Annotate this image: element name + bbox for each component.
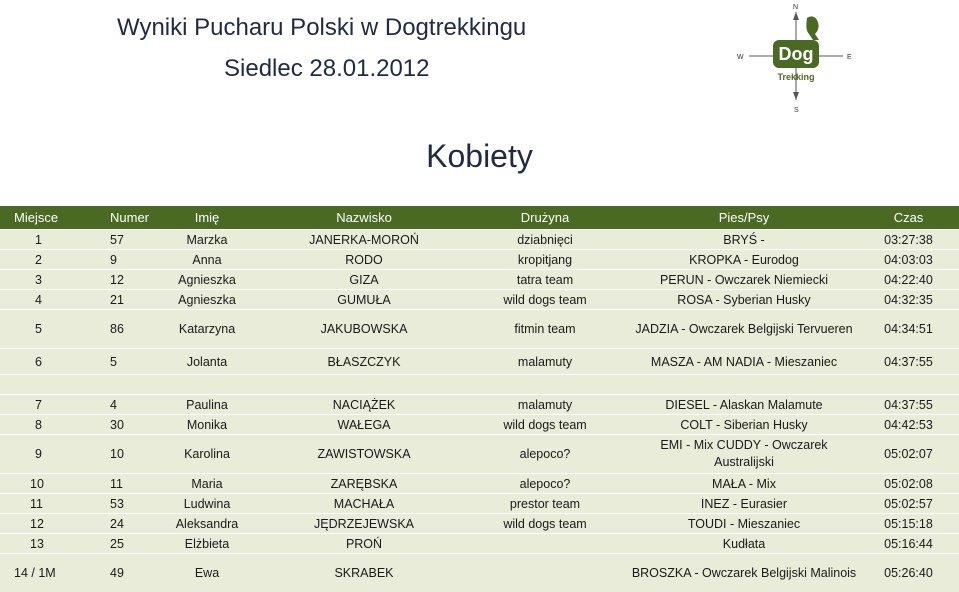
cell-number: 57	[80, 230, 146, 250]
cell-dogs: ROSA - Syberian Husky	[630, 290, 858, 310]
table-row	[0, 474, 959, 494]
cell-place: 13	[0, 534, 80, 554]
cell-last-name: BŁASZCZYK	[268, 349, 460, 375]
svg-text:Dog: Dog	[779, 44, 814, 64]
cell-team: prestor team	[460, 494, 630, 514]
cell-number: 9	[80, 250, 146, 270]
cell-last-name: SKRABEK	[268, 554, 460, 592]
cell-last-name: WAŁEGA	[268, 415, 460, 435]
cell-last-name: NACIĄŻEK	[268, 395, 460, 415]
cell-first-name: Monika	[146, 415, 268, 435]
table-row	[0, 554, 959, 592]
cell-dogs: DIESEL - Alaskan Malamute	[630, 395, 858, 415]
cell-team: malamuty	[460, 395, 630, 415]
col-header-first-name: Imię	[146, 206, 268, 230]
col-header-time: Czas	[858, 206, 959, 230]
cell-first-name: Katarzyna	[146, 310, 268, 349]
cell-time: 04:22:40	[858, 270, 959, 290]
cell-last-name: RODO	[268, 250, 460, 270]
cell-team: wild dogs team	[460, 415, 630, 435]
svg-text:S: S	[794, 107, 799, 114]
cell-first-name: Ewa	[146, 554, 268, 592]
cell-time: 05:26:40	[858, 554, 959, 592]
cell-team: tatra team	[460, 270, 630, 290]
cell-place: 2	[0, 250, 80, 270]
cell-time: 05:02:07	[858, 435, 959, 474]
cell-place: 12	[0, 514, 80, 534]
table-row	[0, 395, 959, 415]
col-header-team: Drużyna	[460, 206, 630, 230]
cell-last-name: ZARĘBSKA	[268, 474, 460, 494]
cell-number: 5	[80, 349, 146, 375]
cell-first-name: Jolanta	[146, 349, 268, 375]
cell-dogs: COLT - Siberian Husky	[630, 415, 858, 435]
cell-place: 3	[0, 270, 80, 290]
table-row	[0, 415, 959, 435]
cell-last-name: ZAWISTOWSKA	[268, 435, 460, 474]
table-row	[0, 514, 959, 534]
table-row	[0, 494, 959, 514]
cell-place: 10	[0, 474, 80, 494]
cell-team	[460, 554, 630, 592]
cell-first-name: Maria	[146, 474, 268, 494]
cell-team: dziabnięci	[460, 230, 630, 250]
cell-place: 9	[0, 435, 80, 474]
cell-time: 04:34:51	[858, 310, 959, 349]
cell-last-name: GUMUŁA	[268, 290, 460, 310]
col-header-last-name: Nazwisko	[268, 206, 460, 230]
cell-first-name: Agnieszka	[146, 270, 268, 290]
spacer-row	[0, 375, 959, 395]
cell-time: 05:16:44	[858, 534, 959, 554]
cell-team	[460, 534, 630, 554]
table-row	[0, 534, 959, 554]
table-row	[0, 310, 959, 349]
cell-first-name: Anna	[146, 250, 268, 270]
cell-dogs: Kudłata	[630, 534, 858, 554]
cell-last-name: JANERKA-MOROŃ	[268, 230, 460, 250]
cell-first-name: Karolina	[146, 435, 268, 474]
cell-number: 30	[80, 415, 146, 435]
cell-time: 04:37:55	[858, 349, 959, 375]
cell-first-name: Aleksandra	[146, 514, 268, 534]
svg-text:W: W	[737, 54, 744, 61]
cell-number: 86	[80, 310, 146, 349]
cell-number: 53	[80, 494, 146, 514]
dog-trekking-logo	[735, 0, 857, 118]
cell-first-name: Marzka	[146, 230, 268, 250]
cell-last-name: JĘDRZEJEWSKA	[268, 514, 460, 534]
cell-first-name: Agnieszka	[146, 290, 268, 310]
cell-dogs: JADZIA - Owczarek Belgijski Tervueren	[630, 310, 858, 349]
cell-time: 04:32:35	[858, 290, 959, 310]
svg-text:N: N	[793, 4, 798, 11]
cell-number: 25	[80, 534, 146, 554]
cell-dogs: MAŁA - Mix	[630, 474, 858, 494]
cell-place: 1	[0, 230, 80, 250]
table-header-row	[0, 206, 959, 230]
cell-place: 8	[0, 415, 80, 435]
page-title: Wyniki Pucharu Polski w Dogtrekkingu	[117, 14, 526, 42]
cell-number: 49	[80, 554, 146, 592]
cell-dogs: BROSZKA - Owczarek Belgijski Malinois	[630, 554, 858, 592]
cell-time: 05:02:57	[858, 494, 959, 514]
cell-place: 5	[0, 310, 80, 349]
cell-place: 6	[0, 349, 80, 375]
cell-number: 21	[80, 290, 146, 310]
cell-number: 4	[80, 395, 146, 415]
cell-team: kropitjang	[460, 250, 630, 270]
results-table	[0, 206, 959, 592]
cell-last-name: JAKUBOWSKA	[268, 310, 460, 349]
cell-place: 4	[0, 290, 80, 310]
category-heading: Kobiety	[0, 138, 959, 175]
cell-number: 10	[80, 435, 146, 474]
table-row	[0, 250, 959, 270]
event-date: Siedlec 28.01.2012	[224, 55, 430, 83]
cell-dogs: KROPKA - Eurodog	[630, 250, 858, 270]
cell-dogs: MASZA - AM NADIA - Mieszaniec	[630, 349, 858, 375]
col-header-number: Numer	[80, 206, 146, 230]
cell-team: fitmin team	[460, 310, 630, 349]
cell-place: 14 / 1M	[0, 554, 80, 592]
cell-time: 04:37:55	[858, 395, 959, 415]
table-row	[0, 270, 959, 290]
cell-dogs: EMI - Mix CUDDY - Owczarek Australijski	[630, 435, 858, 474]
cell-dogs: PERUN - Owczarek Niemiecki	[630, 270, 858, 290]
cell-last-name: PROŃ	[268, 534, 460, 554]
cell-number: 11	[80, 474, 146, 494]
cell-team: wild dogs team	[460, 290, 630, 310]
cell-team: wild dogs team	[460, 514, 630, 534]
cell-last-name: GIZA	[268, 270, 460, 290]
cell-number: 12	[80, 270, 146, 290]
cell-team: alepoco?	[460, 474, 630, 494]
cell-place: 11	[0, 494, 80, 514]
cell-place: 7	[0, 395, 80, 415]
col-header-place: Miejsce	[0, 206, 80, 230]
svg-text:Trekking: Trekking	[777, 72, 814, 82]
svg-text:E: E	[847, 54, 852, 61]
cell-dogs: TOUDI - Mieszaniec	[630, 514, 858, 534]
cell-first-name: Elżbieta	[146, 534, 268, 554]
cell-team: malamuty	[460, 349, 630, 375]
cell-last-name: MACHAŁA	[268, 494, 460, 514]
table-row	[0, 290, 959, 310]
cell-time: 04:42:53	[858, 415, 959, 435]
cell-dogs: BRYŚ -	[630, 230, 858, 250]
cell-team: alepoco?	[460, 435, 630, 474]
cell-time: 05:15:18	[858, 514, 959, 534]
table-row	[0, 435, 959, 474]
col-header-dogs: Pies/Psy	[630, 206, 858, 230]
table-row	[0, 349, 959, 375]
cell-first-name: Paulina	[146, 395, 268, 415]
cell-time: 03:27:38	[858, 230, 959, 250]
cell-dogs: INEZ - Eurasier	[630, 494, 858, 514]
cell-first-name: Ludwina	[146, 494, 268, 514]
cell-time: 04:03:03	[858, 250, 959, 270]
cell-time: 05:02:08	[858, 474, 959, 494]
table-row	[0, 230, 959, 250]
cell-number: 24	[80, 514, 146, 534]
